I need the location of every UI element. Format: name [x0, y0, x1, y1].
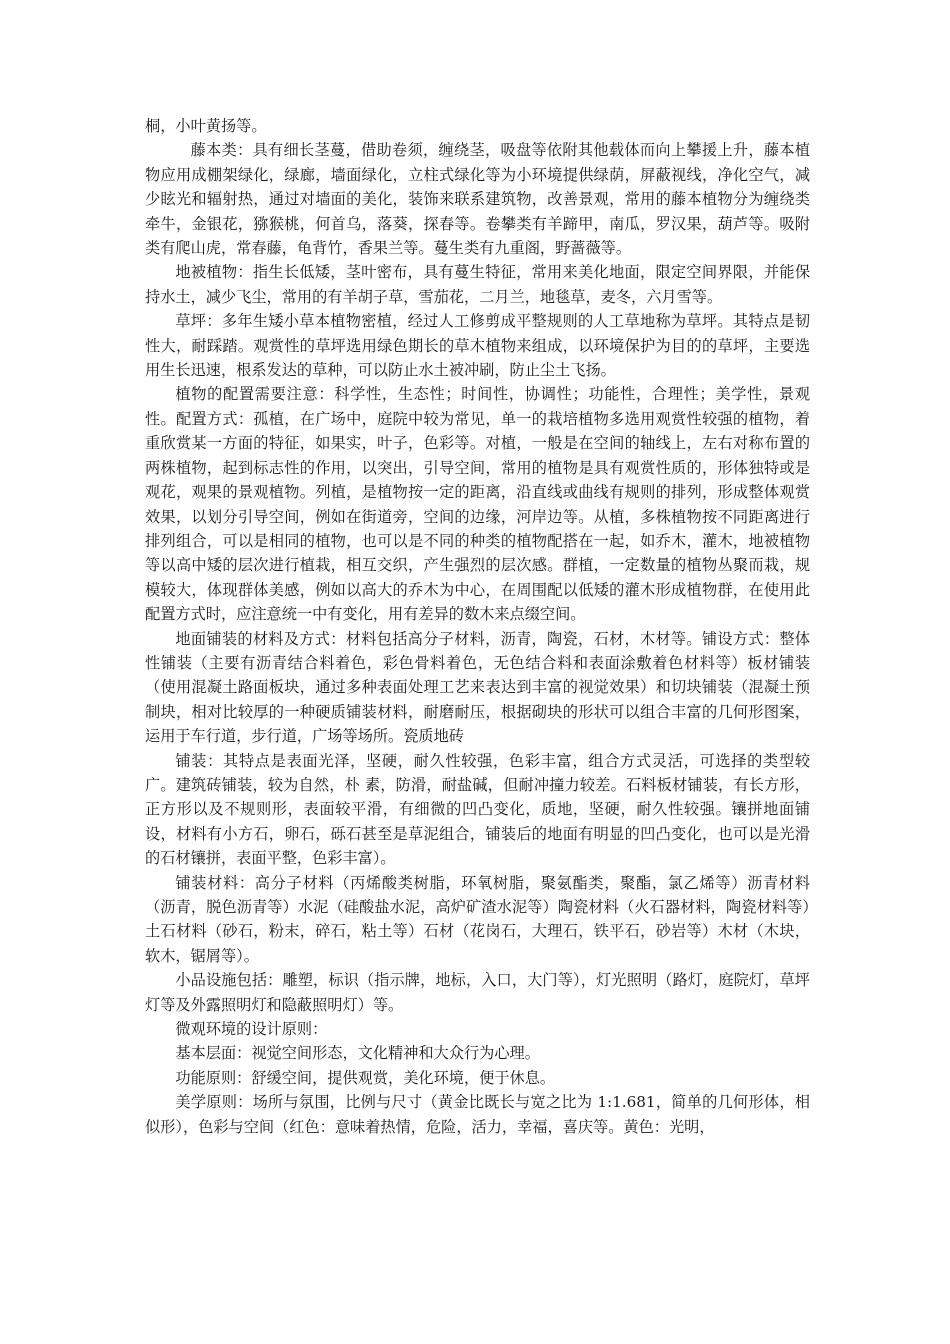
paragraph-vine-plants: 藤本类：具有细长茎蔓，借助卷须，缠绕茎，吸盘等依附其他载体而向上攀援上升，藤本植物应用成棚架绿化，绿廊，墙面绿化，立柱式绿化等为小环境提供绿荫，屏蔽视线，净化空气，减少眩光和辐射热，通过对墙面的美化，装饰来联系建筑物，改善景观，常用的藤本植物分为缠绕类牵牛，金银花，猕猴桃，何首乌，落葵，探春等。卷攀类有羊蹄甲，南瓜，罗汉果，葫芦等。吸附类有爬山虎，常春藤，龟背竹，香果兰等。蔓生类有九重阁，野蔷薇等。: [145, 141, 810, 258]
paragraph-function-principle: 功能原则：舒缓空间，提供观赏，美化环境，便于休息。: [175, 1068, 556, 1087]
paragraph-basic-level: 基本层面：视觉空间形态，文化精神和大众行为心理。: [175, 1044, 540, 1063]
paragraph-ground-cover: 地被植物：指生长低矮，茎叶密布，具有蔓生特征，常用来美化地面，限定空间界限，并能保持水土，减少飞尘，常用的有羊胡子草，雪茄花，二月兰，地毯草，麦冬，六月雪等。: [145, 263, 810, 306]
paragraph-paving-materials-methods: 地面铺装的材料及方式：材料包括高分子材料，沥青，陶瓷，石材，木材等。铺设方式：整体性铺装（主要有沥青结合料着色，彩色骨料着色，无色结合料和表面涂敷着色材料等）板材铺装（使用混凝土路面板块，通过多种表面处理工艺来表达到丰富的视觉效果）和切块铺装（混凝土预制块，相对比较厚的一种硬质铺装材料，耐磨耐压，根据砌块的形状可以组合丰富的几何形图案，运用于车行道，步行道，广场等场所。瓷质地砖: [145, 629, 810, 746]
paragraph-small-facilities: 小品设施包括：雕塑，标识（指示牌，地标，入口，大门等），灯光照明（路灯，庭院灯，草坪灯等及外露照明灯和隐蔽照明灯）等。: [145, 971, 810, 1014]
paragraph-design-principles-heading: 微观环境的设计原则：: [175, 1020, 328, 1039]
paragraph-continuation: 桐，小叶黄扬等。: [145, 117, 267, 135]
paragraph-paving: 铺装：其特点是表面光泽，坚硬，耐久性较强，色彩丰富，组合方式灵活，可选择的类型较广。建筑砖铺装，较为自然，朴 素，防滑，耐盐碱，但耐冲撞力较差。石料板材铺装，有长方形，正方形以及不规则形，表面较平滑，有细微的凹凸变化，质地，坚硬，耐久性较强。镶拼地面铺设，材料有小方石，卵石，砾石甚至是草泥组合，铺装后的地面有明显的凹凸变化，也可以是光滑的石材镶拼，表面平整，色彩丰富）。: [145, 751, 810, 868]
paragraph-plant-configuration: 植物的配置需要注意：科学性，生态性；时间性，协调性；功能性，合理性；美学性，景观性。配置方式：孤植，在广场中，庭院中较为常见，单一的栽培植物多选用观赏性较强的植物，着重欣赏某一方面的特征，如果实，叶子，色彩等。对植，一般是在空间的轴线上，左右对称布置的两株植物，起到标志性的作用，以突出，引导空间，常用的植物是具有观赏性质的，形体独特或是观花，观果的景观植物。列植，是植物按一定的距离，沿直线或曲线有规则的排列，形成整体观赏效果，以划分引导空间，例如在街道旁，空间的边缘，河岸边等。从植，多株植物按不同距离进行排列组合，可以是相同的植物，也可以是不同的种类的植物配搭在一起，如乔木，灌木，地被植物等以高中矮的层次进行植栽，相互交织，产生强烈的层次感。群植，一定数量的植物丛聚而栽，规模较大，体现群体美感，例如以高大的乔木为中心，在周围配以低矮的灌木形成植物群，在使用此配置方式时，应注意统一中有变化，用有差异的数木来点缀空间。: [145, 385, 810, 624]
paragraph-paving-material-list: 铺装材料：高分子材料（丙烯酸类树脂，环氧树脂，聚氨酯类，聚酯，氯乙烯等）沥青材料（沥青，脱色沥青等）水泥（硅酸盐水泥，高炉矿渣水泥等）陶瓷材料（火石器材料，陶瓷材料等）土石材料（砂石，粉末，碎石，粘土等）石材（花岗石，大理石，铁平石，砂岩等）木材（木块，软木，锯屑等）。: [145, 873, 810, 965]
paragraph-aesthetic-principle: 美学原则：场所与氛围，比例与尺寸（黄金比既长与宽之比为 1:1.681，简单的几何形体，相似形），色彩与空间（红色：意味着热情，危险，活力，幸福，喜庆等。黄色：光明，: [145, 1093, 810, 1136]
paragraph-lawn: 草坪：多年生矮小草本植物密植，经过人工修剪成平整规则的人工草地称为草坪。其特点是韧性大，耐踩踏。观赏性的草坪选用绿色期长的草木植物来组成，以环境保护为目的的草坪，主要选用生长迅速，根系发达的草种，可以防止水土被冲刷，防止尘土飞扬。: [145, 312, 810, 380]
document-body: [145, 114, 810, 1139]
